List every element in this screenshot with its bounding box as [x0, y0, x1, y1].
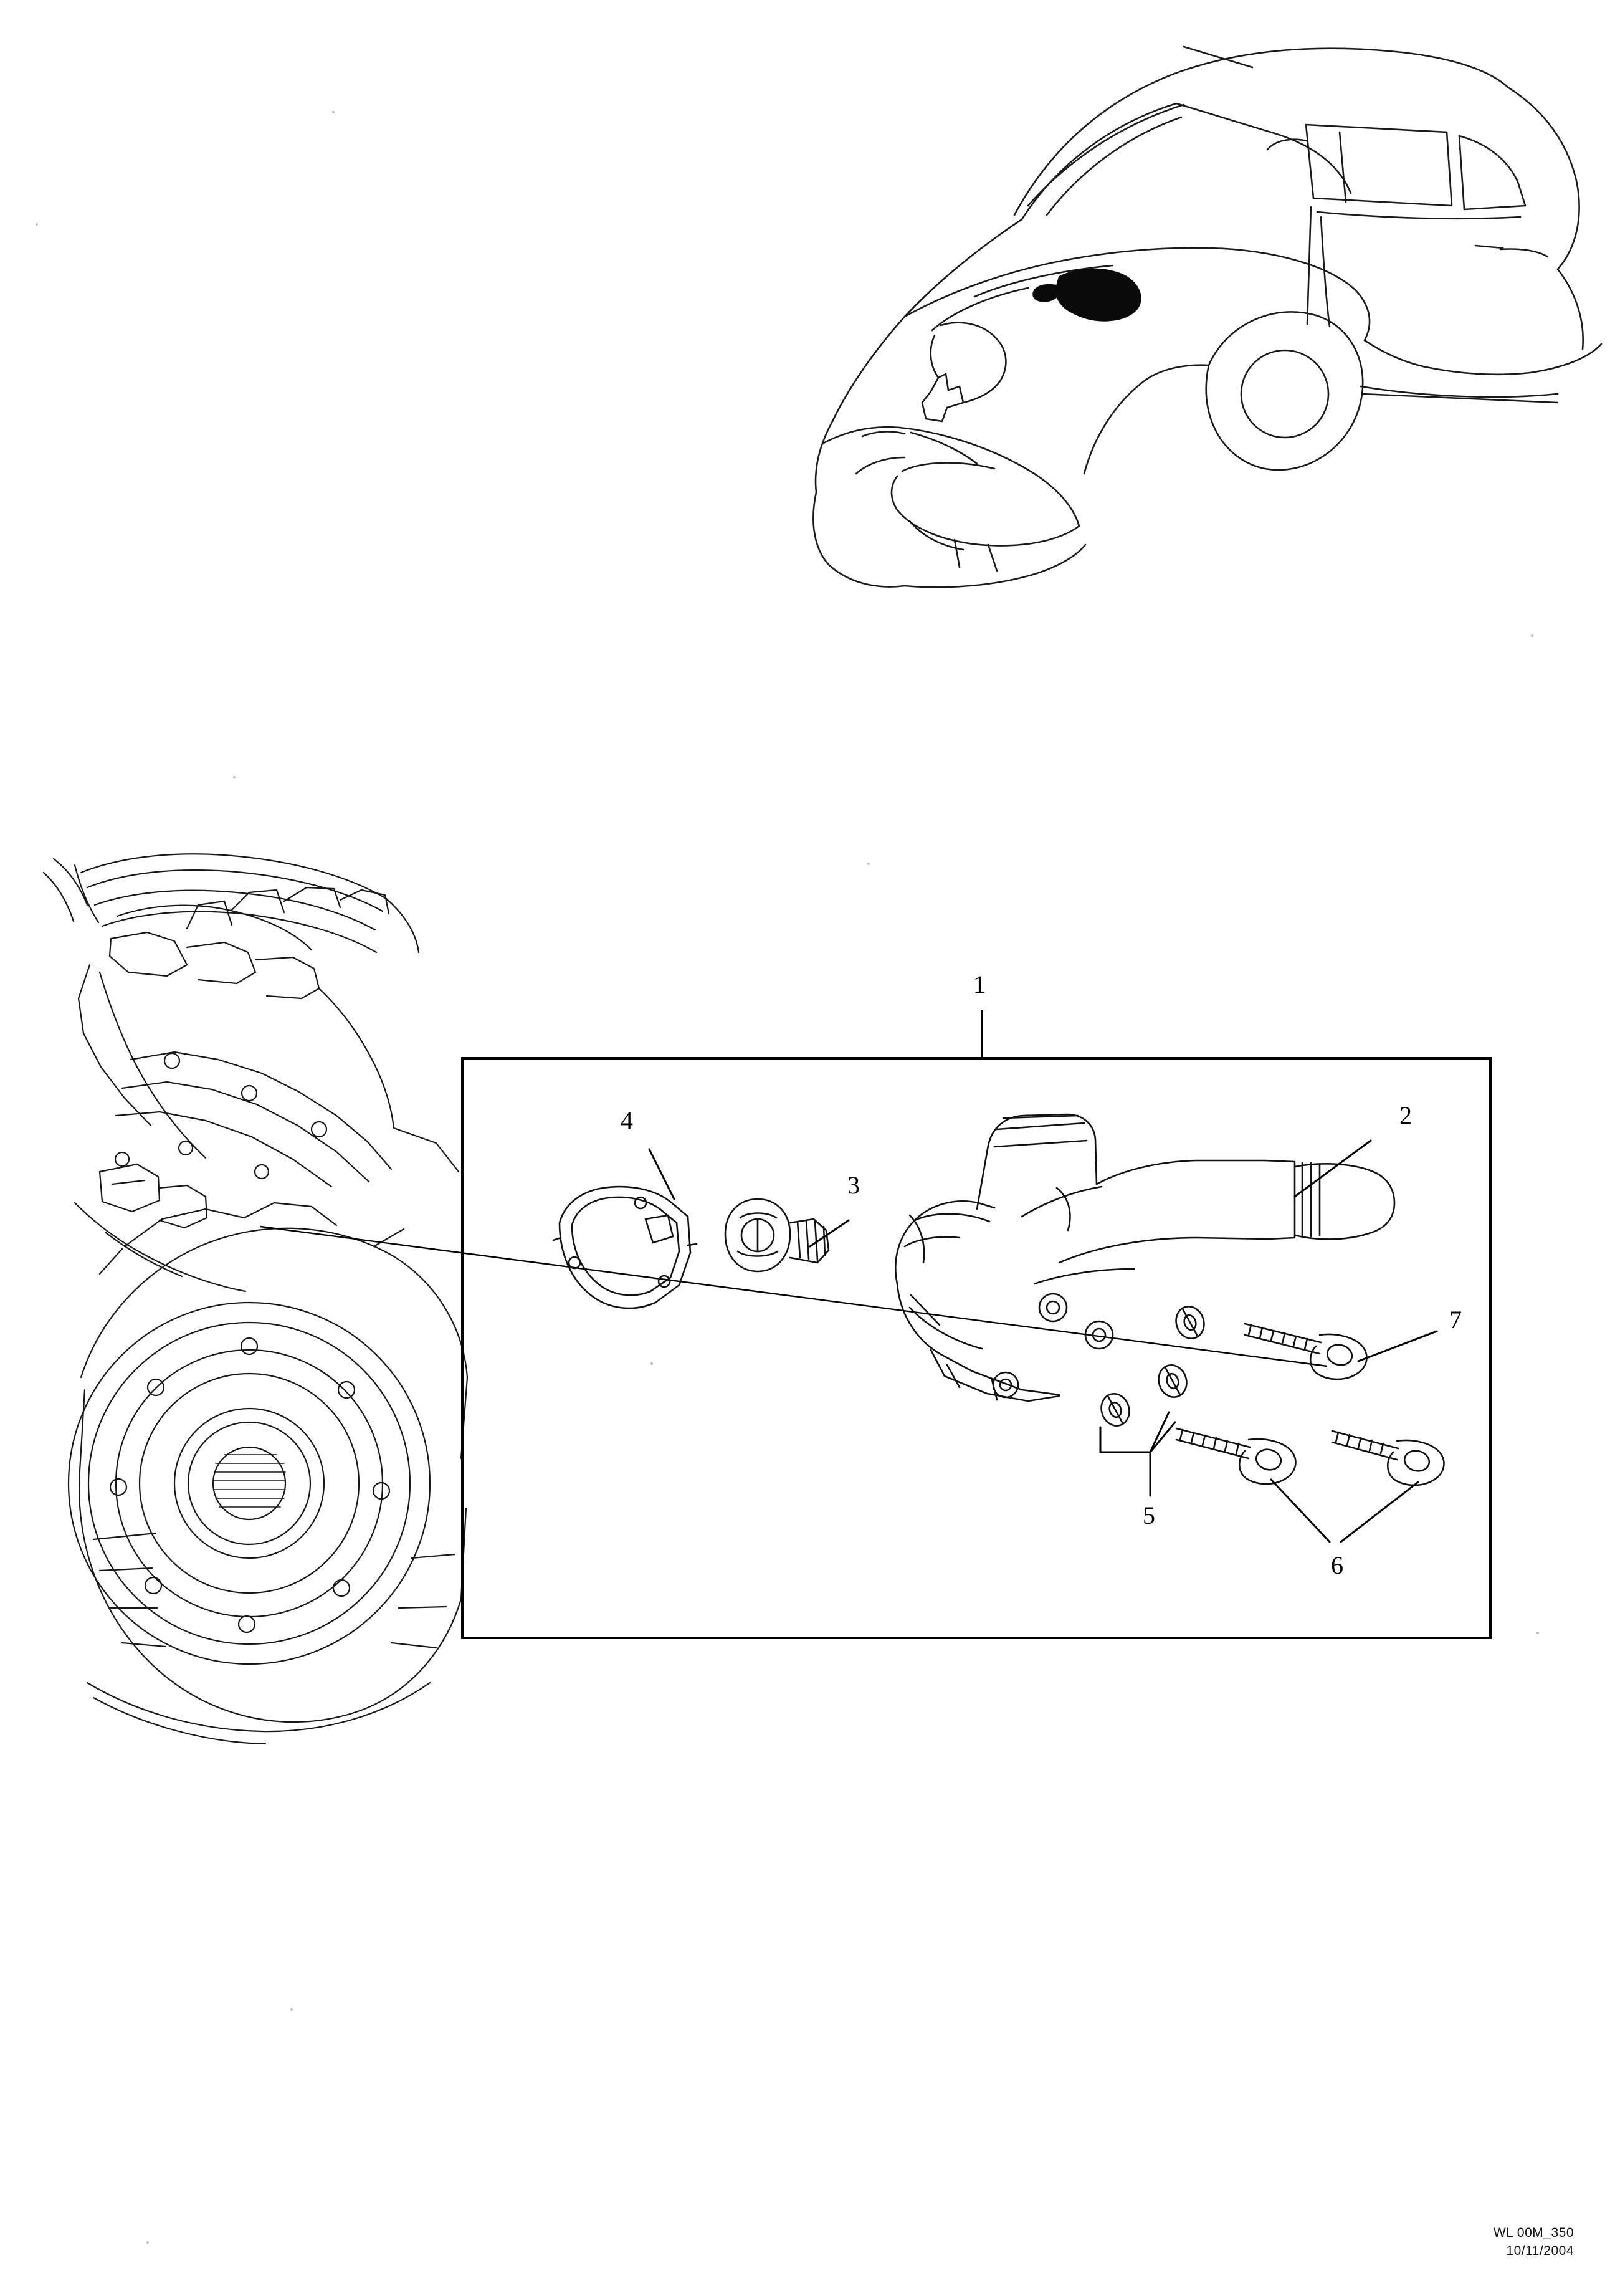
scan-speck	[233, 776, 236, 778]
scan-speck	[290, 2008, 293, 2011]
callout-2: 2	[1399, 1101, 1412, 1129]
callout-7: 7	[1449, 1306, 1462, 1334]
bolt-upper	[1245, 1324, 1366, 1379]
washer-c	[1172, 1303, 1208, 1342]
callout-6-leader-a	[1271, 1480, 1330, 1542]
scan-speck	[332, 111, 335, 113]
scan-speck	[1531, 634, 1533, 637]
drawing-number: WL 00M_350	[1493, 2226, 1574, 2241]
callout-5-leader	[1113, 1452, 1150, 1496]
context-leader-line	[260, 1227, 1327, 1366]
scan-speck	[146, 2241, 149, 2244]
scan-speck	[650, 1362, 653, 1365]
callout-3: 3	[847, 1171, 860, 1199]
callout-6: 6	[1331, 1551, 1343, 1579]
scan-speck	[36, 223, 38, 226]
footer	[1494, 2224, 1574, 2260]
callout-5: 5	[1143, 1501, 1155, 1529]
washer-a	[1097, 1390, 1133, 1429]
callout-6-leader-b	[1341, 1482, 1418, 1542]
drawing-date: 10/11/2004	[1506, 2243, 1574, 2258]
callout-1: 1	[973, 970, 986, 998]
washer-b	[1155, 1361, 1191, 1400]
bolt-lower-a	[1176, 1428, 1295, 1484]
callout-2-leader	[1295, 1141, 1371, 1197]
washer-bracket	[1100, 1427, 1150, 1452]
scan-speck	[867, 863, 870, 865]
scan-speck	[1536, 1632, 1539, 1634]
callout-4: 4	[621, 1106, 633, 1134]
callout-7-leader	[1358, 1331, 1437, 1361]
bolt-lower-b	[1332, 1431, 1444, 1485]
